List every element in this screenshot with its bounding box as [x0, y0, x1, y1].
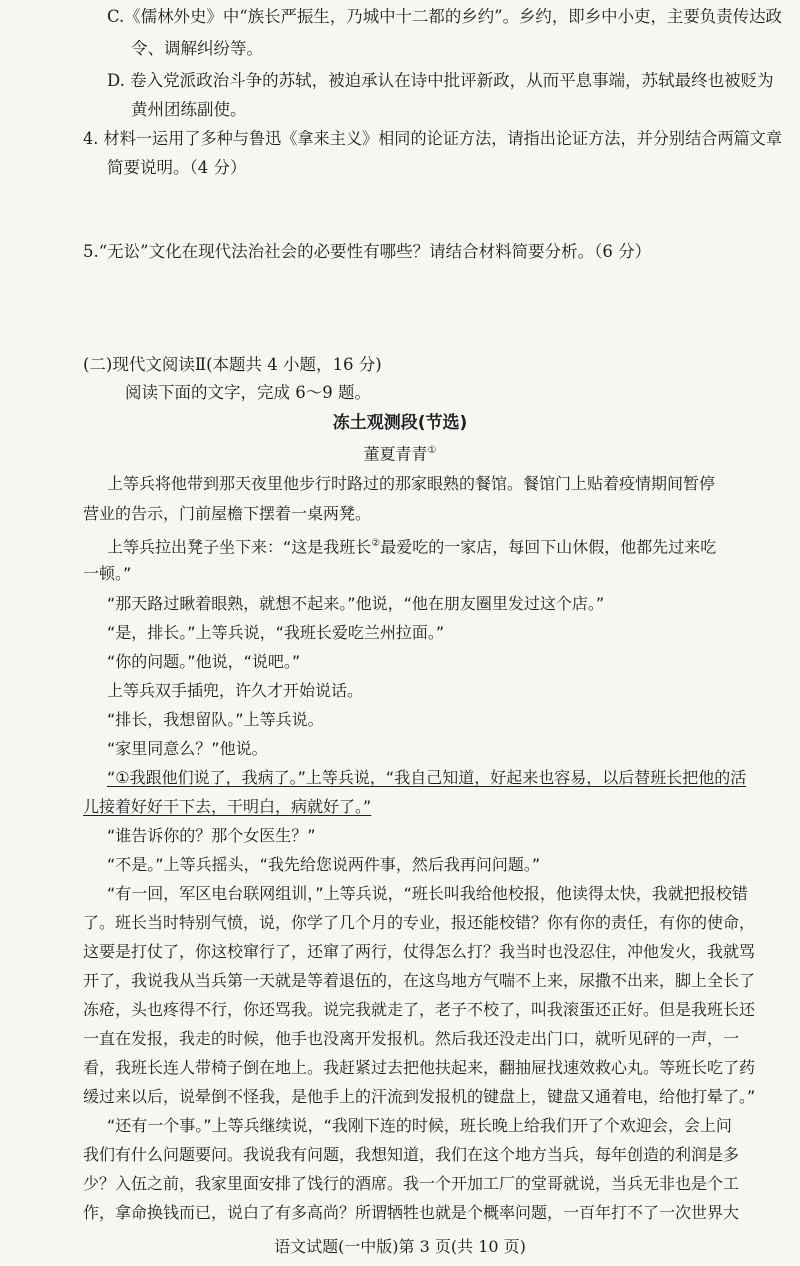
paragraph-13-line-4: 作，拿命换钱而已，说白了有多高尚？所谓牺牲也就是个概率问题，一百年打不了一次世界大: [83, 1203, 740, 1222]
paragraph-13-line-2: 我们有什么问题要问。我说我有问题，我想知道，我们在这个地方当兵，每年创造的利润是多: [83, 1145, 740, 1164]
paragraph-11: “不是。”上等兵摇头，“我先给您说两件事，然后我再问问题。”: [107, 855, 541, 874]
paragraph-12-line-3: 这要是打仗了，你这校窜行了，还窜了两行，仗得怎么打？我当时也没忍住，冲他发火，我就骂: [83, 942, 756, 961]
paragraph-12-line-5: 冻疮，头也疼得不行，你还骂我。说完我就走了，老子不校了，叫我滚蛋还正好。但是我班长还: [83, 1000, 756, 1019]
paragraph-4: “是，排长。”上等兵说，“我班长爱吃兰州拉面。”: [107, 623, 445, 642]
section-heading: (二)现代文阅读Ⅱ(本题共 4 小题，16 分): [83, 355, 382, 374]
paragraph-7: “排长，我想留队。”上等兵说。: [107, 710, 324, 729]
paragraph-2-text-b: 最爱吃的一家店，每回下山休假，他都先过来吃: [380, 537, 717, 557]
paragraph-12-line-7: 看，我班长连人带椅子倒在地上。我赶紧过去把他扶起来，翻抽屉找速效救心丸。等班长吃了药: [83, 1058, 756, 1077]
author-footnote-mark: ①: [427, 445, 437, 456]
paragraph-2-line-2: 一顿。”: [83, 564, 132, 583]
paragraph-9-line-1-underlined: “①我跟他们说了，我病了。”上等兵说，“我自己知道，好起来也容易，以后替班长把他的活: [107, 768, 747, 787]
option-c-line-1: C.《儒林外史》中“族长严振生，乃城中十二都的乡约”。乡约，即乡中小吏，主要负责传达政: [107, 7, 782, 26]
paragraph-12-line-4: 开了，我说我从当兵第一天就是等着退伍的，在这鸟地方气喘不上来，尿撒不出来，脚上全长了: [83, 971, 756, 990]
paragraph-5: “你的问题。”他说，“说吧。”: [107, 652, 301, 671]
article-title: 冻土观测段(节选): [332, 413, 468, 433]
paragraph-8: “家里同意么？”他说。: [107, 739, 268, 758]
page-footer: 语文试题(一中版)第 3 页(共 10 页): [274, 1237, 526, 1256]
paragraph-13-line-1: “还有一个事。”上等兵继续说，“我刚下连的时候，班长晚上给我们开了个欢迎会，会上问: [107, 1116, 732, 1135]
question-4-line-1: 4. 材料一运用了多种与鲁迅《拿来主义》相同的论证方法，请指出论证方法，并分别结合两篇文章: [83, 129, 783, 148]
section-instruction: 阅读下面的文字，完成 6～9 题。: [125, 383, 371, 402]
paragraph-1-line-1: 上等兵将他带到那天夜里他步行时路过的那家眼熟的餐馆。餐馆门上贴着疫情期间暂停: [107, 474, 716, 493]
option-d-line-2: 黄州团练副使。: [131, 100, 247, 119]
footnote-mark-2: ②: [371, 538, 381, 549]
paragraph-12-line-1: “有一回，军区电台联网组训，”上等兵说，“班长叫我给他校报，他读得太快，我就把报校错: [107, 884, 748, 903]
paragraph-12-line-2: 了。班长当时特别气愤，说，你学了几个月的专业，报还能校错？你有你的责任，有你的使命，: [83, 913, 756, 932]
article-author: [0, 440, 800, 465]
paragraph-2-line-1: [107, 533, 716, 558]
author-name: 董夏青青: [363, 444, 428, 464]
option-d-line-1: D. 卷入党派政治斗争的苏轼，被迫承认在诗中批评新政，从而平息事端，苏轼最终也被贬为: [107, 71, 774, 90]
paragraph-1-line-2: 营业的告示，门前屋檐下摆着一桌两凳。: [83, 504, 372, 523]
option-c-line-2: 令、调解纠纷等。: [131, 39, 263, 58]
paragraph-12-line-8: 缓过来以后，说晕倒不怪我，是他手上的汗流到发报机的键盘上，键盘又通着电，给他打晕了。”: [83, 1087, 756, 1106]
paragraph-10: “谁告诉你的？那个女医生？”: [107, 826, 316, 845]
paragraph-9-line-2-underlined: 儿接着好好干下去，干明白，病就好了。”: [83, 797, 372, 816]
paragraph-2-text-a: 上等兵拉出凳子坐下来：“这是我班长: [107, 537, 372, 557]
question-5: 5.“无讼”文化在现代法治社会的必要性有哪些？请结合材料简要分析。（6 分）: [83, 242, 652, 261]
paragraph-3: “那天路过瞅着眼熟，就想不起来。”他说，“他在朋友圈里发过这个店。”: [107, 594, 605, 613]
paragraph-13-line-3: 少？入伍之前，我家里面安排了饯行的酒席。我一个开加工厂的堂哥就说，当兵无非也是个工: [83, 1174, 740, 1193]
paragraph-6: 上等兵双手插兜，许久才开始说话。: [107, 681, 364, 700]
question-4-line-2: 简要说明。（4 分）: [107, 158, 247, 177]
paragraph-12-line-6: 一直在发报，我走的时候，他手也没离开发报机。然后我还没走出门口，就听见砰的一声，一: [83, 1029, 740, 1048]
